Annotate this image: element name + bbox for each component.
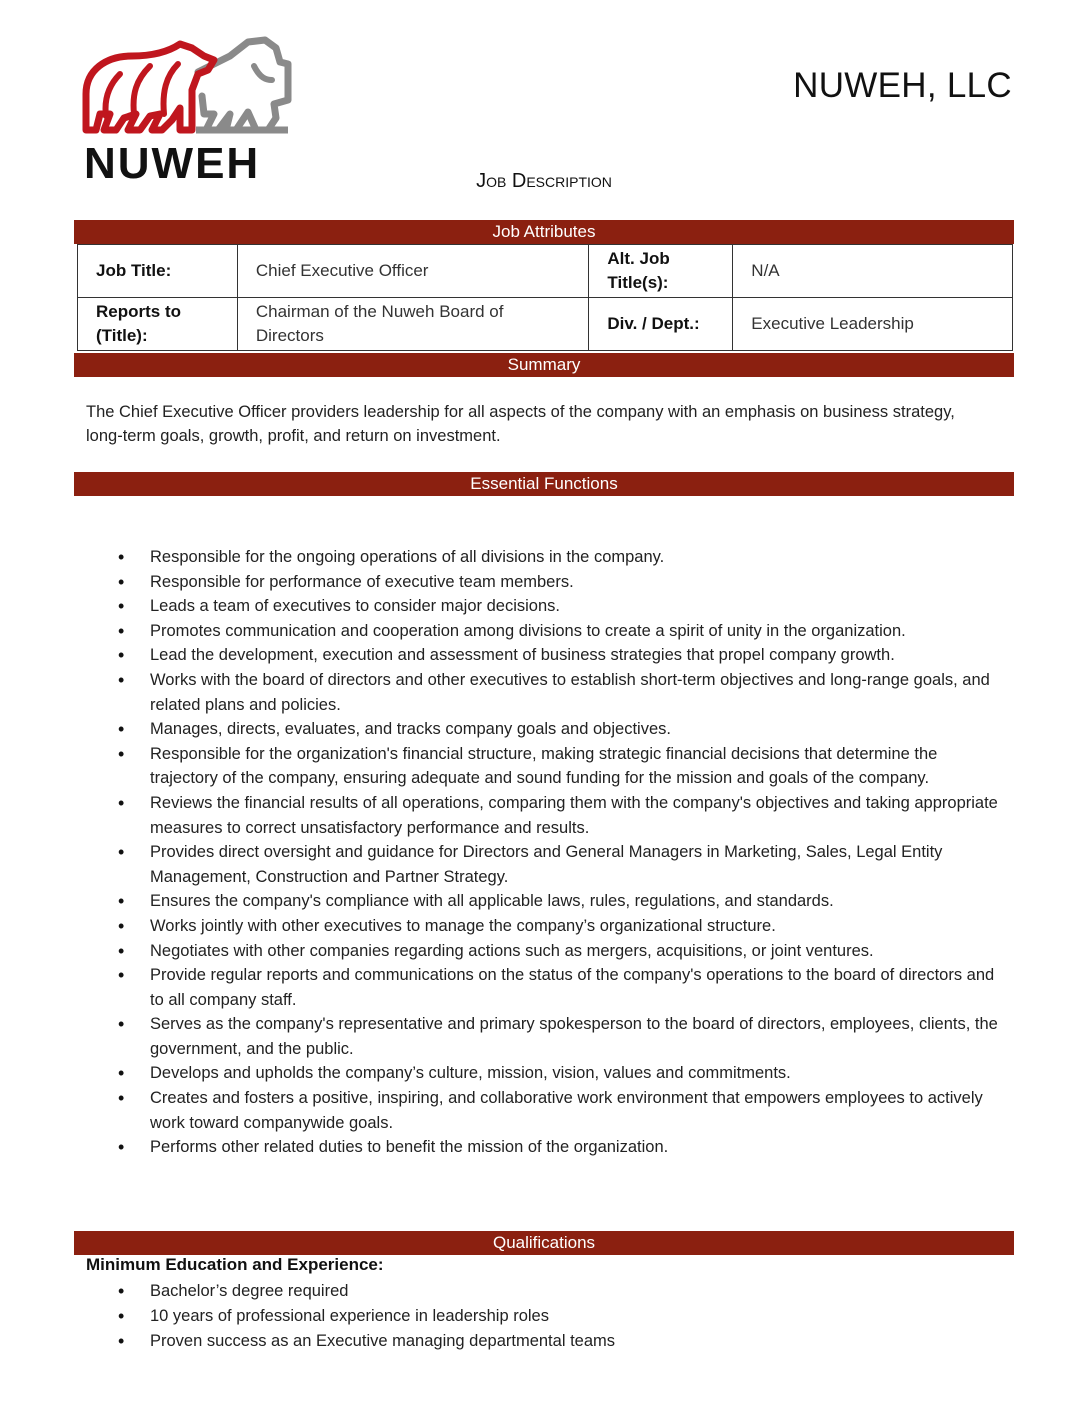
list-item: • Bachelor’s degree required <box>118 1279 918 1304</box>
list-item: • Performs other related duties to benefit the mission of the organization. <box>118 1135 1003 1160</box>
document-title <box>0 170 1088 193</box>
list-item: • Responsible for the organization's financial structure, making strategic financial decisions that determine the trajectory of the company, ensuring adequate and sound funding for the mission and goals of the company. <box>118 742 1003 791</box>
list-item: • Ensures the company's compliance with all applicable laws, rules, regulations, and standards. <box>118 889 1003 914</box>
list-item: • Promotes communication and cooperation among divisions to create a spirit of unity in the organization. <box>118 619 1003 644</box>
alt-title-label: Alt. Job Title(s): <box>589 245 733 298</box>
list-item: • 10 years of professional experience in leadership roles <box>118 1304 918 1329</box>
section-bar-essential-functions: Essential Functions <box>74 472 1014 496</box>
reports-to-label: Reports to (Title): <box>78 298 238 351</box>
summary-text: The Chief Executive Officer providers leadership for all aspects of the company with an emphasis on business strategy, long-term goals, growth, profit, and return on investment. <box>86 403 955 445</box>
list-item: • Manages, directs, evaluates, and tracks company goals and objectives. <box>118 717 1003 742</box>
section-bar-qualifications: Qualifications <box>74 1231 1014 1255</box>
nuweh-logo <box>80 34 296 184</box>
list-item: • Proven success as an Executive managing departmental teams <box>118 1329 918 1354</box>
alt-title-value: N/A <box>733 245 1013 298</box>
list-item: • Serves as the company's representative and primary spokesperson to the board of directors, employees, clients, the government, and the public. <box>118 1012 1003 1061</box>
job-title-value: Chief Executive Officer <box>237 245 589 298</box>
dept-value: Executive Leadership <box>733 298 1013 351</box>
list-item: • Works with the board of directors and other executives to establish short-term objectives and long-range goals, and related plans and policies. <box>118 668 1003 717</box>
list-item: • Creates and fosters a positive, inspiring, and collaborative work environment that empowers employees to actively work toward companywide goals. <box>118 1086 1003 1135</box>
list-item: • Provides direct oversight and guidance for Directors and General Managers in Marketing, Sales, Legal Entity Management, Construction and Partner Strategy. <box>118 840 1003 889</box>
job-title-label: Job Title: <box>78 245 238 298</box>
list-item: • Responsible for performance of executive team members. <box>118 570 1003 595</box>
document-title-text: Job Description <box>476 170 612 192</box>
list-item: • Develops and upholds the company’s culture, mission, vision, values and commitments. <box>118 1061 1003 1086</box>
table-row <box>78 245 1013 298</box>
list-item: • Provide regular reports and communications on the status of the company's operations to the board of directors and to all company staff. <box>118 963 1003 1012</box>
section-bar-job-attributes: Job Attributes <box>74 220 1014 244</box>
section-bar-summary: Summary <box>74 353 1014 377</box>
list-item: • Lead the development, execution and assessment of business strategies that propel company growth. <box>118 643 1003 668</box>
table-row <box>78 298 1013 351</box>
list-item: • Leads a team of executives to consider major decisions. <box>118 594 1003 619</box>
job-attributes-table <box>77 244 1013 351</box>
bison-outline <box>198 40 288 130</box>
essential-functions-list <box>118 545 1003 1160</box>
reports-to-value: Chairman of the Nuweh Board of Directors <box>237 298 589 351</box>
min-education-heading: Minimum Education and Experience: <box>86 1255 384 1274</box>
company-name: NUWEH, LLC <box>793 66 1012 105</box>
list-item: • Reviews the financial results of all operations, comparing them with the company's objectives and taking appropriate measures to correct unsatisfactory performance and results. <box>118 791 1003 840</box>
list-item: • Responsible for the ongoing operations of all divisions in the company. <box>118 545 1003 570</box>
list-item: • Negotiates with other companies regarding actions such as mergers, acquisitions, or joint ventures. <box>118 939 1003 964</box>
logo-wordmark: NUWEH <box>84 139 261 184</box>
list-item: • Works jointly with other executives to manage the company’s organizational structure. <box>118 914 1003 939</box>
dept-label: Div. / Dept.: <box>589 298 733 351</box>
qualifications-list <box>118 1279 918 1354</box>
